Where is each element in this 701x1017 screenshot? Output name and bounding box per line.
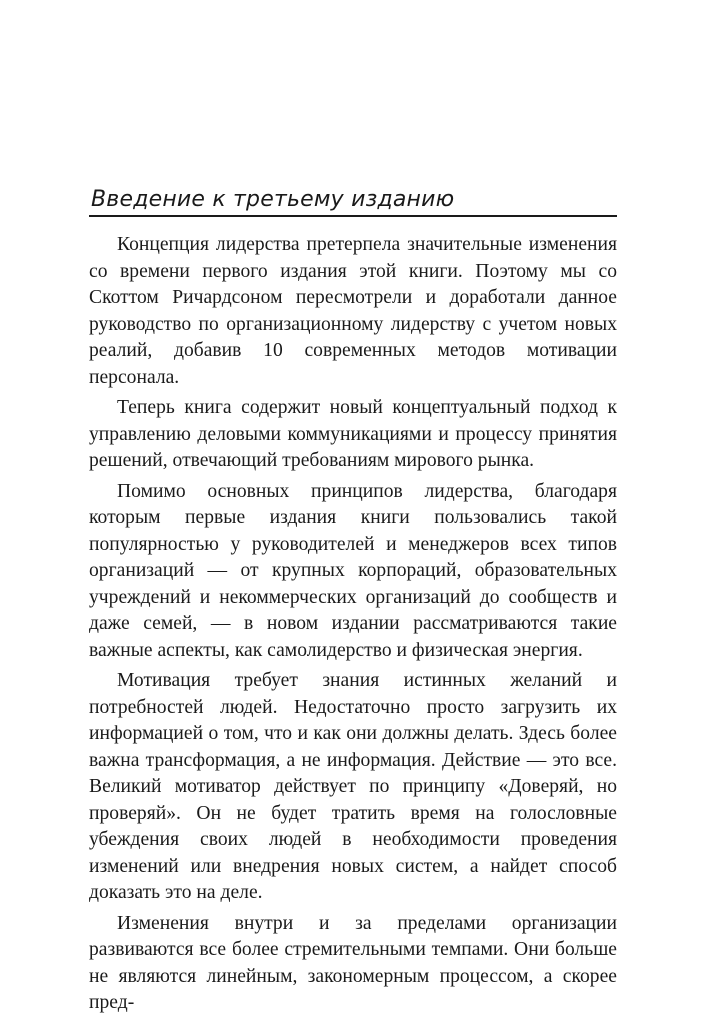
paragraph: Теперь книга содержит новый концептуальный подход к управлению деловыми коммуникациями и процессу принятия решений, отвечающий требованиям мирового рынка.: [89, 397, 617, 471]
paragraph: Помимо основных принципов лидерства, благодаря которым первые издания книги пользовались такой популярностью у руководителей и менеджеров всех типов организаций — от крупных корпораций, образовательных учреждений и некоммерческих организаций до сообществ и даже семей, — в новом издании рассматриваются такие важные аспекты, как самолидерство и физическая энергия.: [89, 480, 617, 661]
chapter-title: Введение к третьему изданию: [91, 187, 455, 212]
body-text: [89, 232, 617, 1017]
title-underline: [89, 215, 617, 217]
paragraph: Изменения внутри и за пределами организации развиваются все более стремительными темпами. Они больше не являются линейным, закономерным процессом, а скорее пред-: [89, 912, 617, 1013]
paragraph: Мотивация требует знания истинных желаний и потребностей людей. Недостаточно просто загрузить их информацией о том, что и как они должны делать. Здесь более важна трансформация, а не информация. Действие — это все. Великий мотиватор действует по принципу «Доверяй, но проверяй». Он не будет тратить время на голословные убеждения своих людей в необходимости проведения изменений или внедрения новых систем, а найдет способ доказать это на деле.: [89, 670, 617, 903]
paragraph: Концепция лидерства претерпела значительные изменения со времени первого издания этой книги. Поэтому мы со Скоттом Ричардсоном пересмотрели и доработали данное руководство по организационному лидерству с учетом новых реалий, добавив 10 современных методов мотивации персонала.: [89, 234, 617, 388]
chapter-header: [89, 186, 617, 217]
